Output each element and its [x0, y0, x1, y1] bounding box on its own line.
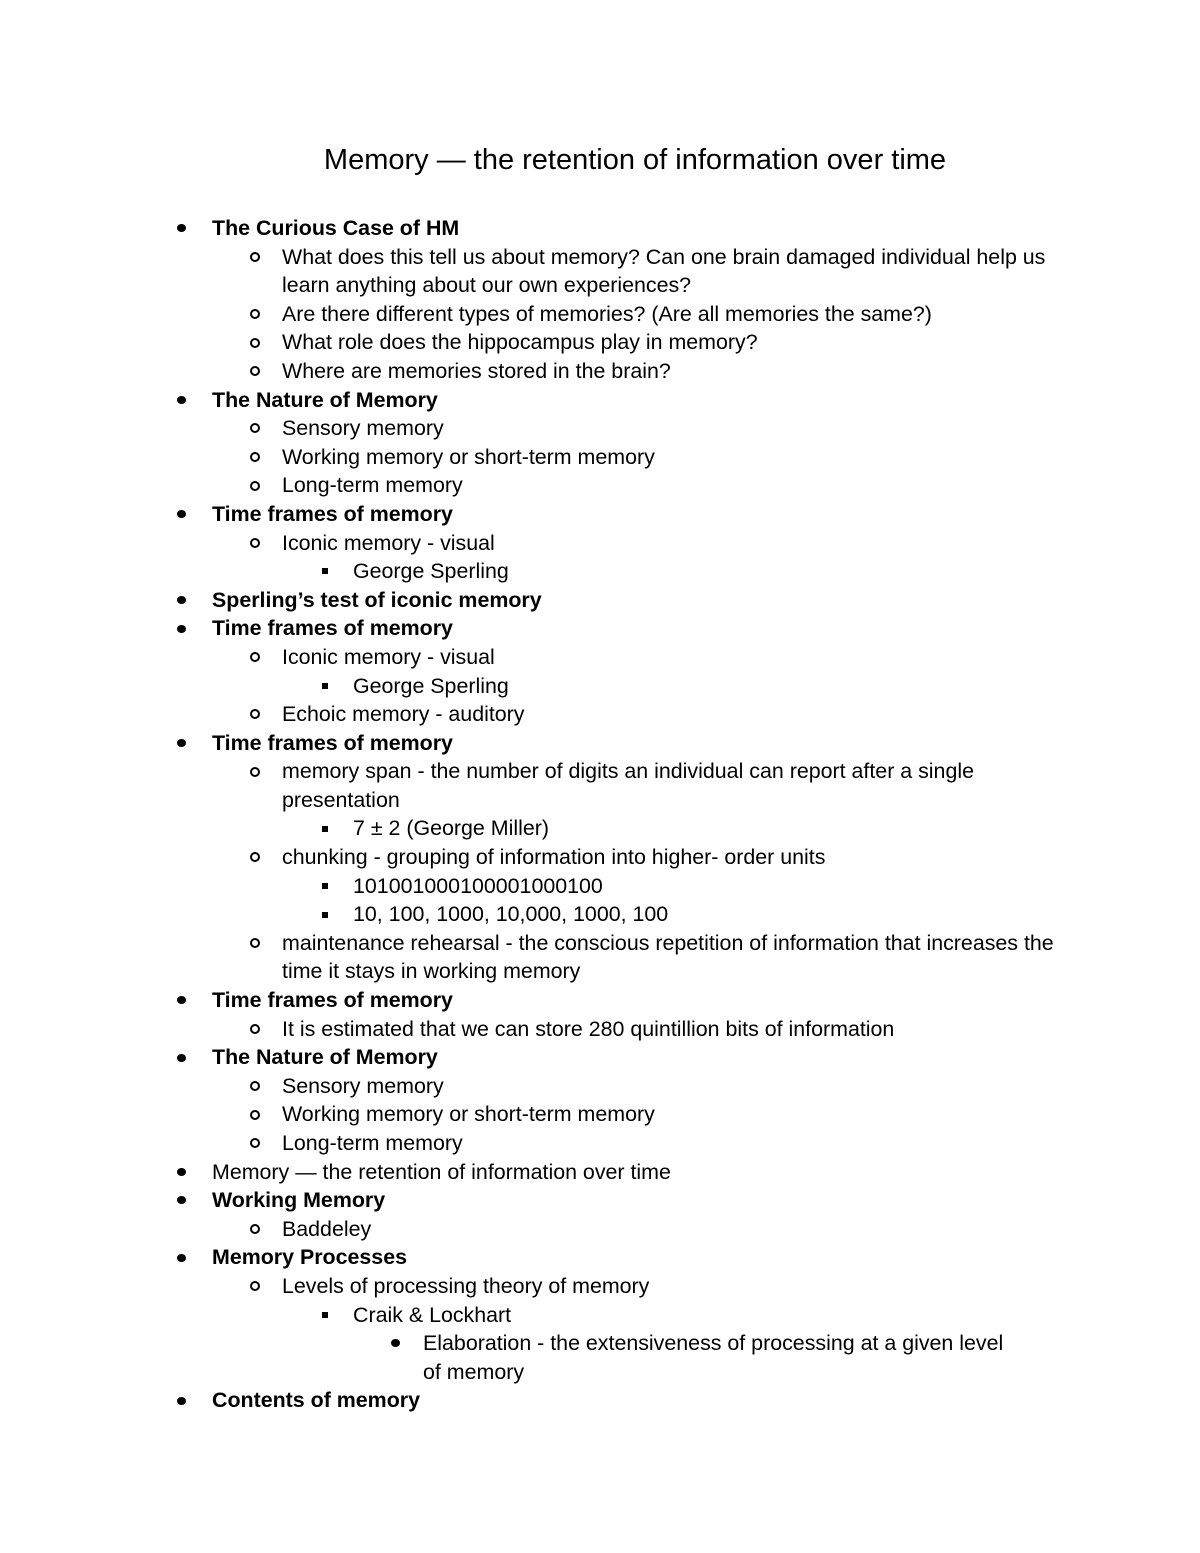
outline-item-text: Contents of memory: [212, 1388, 420, 1413]
bullet-circle-icon: [244, 357, 266, 386]
outline-item-level-2: [0, 1129, 1062, 1158]
outline-item-text: What does this tell us about memory? Can one brain damaged individual help us learn anything about our own experiences?: [282, 244, 1046, 298]
outline-item-level-2: [0, 243, 1062, 300]
bullet-circle-icon: [244, 929, 266, 958]
outline-item-text: The Nature of Memory: [212, 1045, 438, 1070]
outline-item-text: chunking - grouping of information into higher- order units: [282, 845, 826, 870]
outline-item-text: Echoic memory - auditory: [282, 702, 525, 727]
bullet-circle-icon: [244, 643, 266, 672]
bullet-dot-icon: [172, 1386, 190, 1415]
bullet-dot-icon: [172, 986, 190, 1015]
bullet-circle-icon: [244, 1100, 266, 1129]
outline-item-level-1: [0, 1043, 1062, 1072]
outline-item-level-2: [0, 843, 1062, 872]
outline-item-text: Iconic memory - visual: [282, 530, 495, 555]
bullet-square-icon: [314, 672, 336, 701]
outline-item-level-2: [0, 929, 1062, 986]
outline-item-text: Memory — the retention of information over time: [212, 1159, 671, 1184]
outline-item-level-1: [0, 1243, 1062, 1272]
page-title: Memory — the retention of information over time: [323, 144, 947, 176]
outline-item-text: Long-term memory: [282, 1131, 463, 1155]
outline-item-level-2: [0, 1015, 1062, 1044]
outline-item-level-1: [0, 586, 1062, 615]
outline-item-text: Iconic memory - visual: [282, 644, 495, 669]
outline-item-level-2: [0, 443, 1062, 472]
outline-item-text: It is estimated that we can store 280 quintillion bits of information: [282, 1016, 895, 1041]
bullet-dot-icon: [172, 1186, 190, 1215]
bullet-square-icon: [314, 872, 336, 901]
outline-list: [0, 214, 1200, 1415]
outline-item-text: 10100100010000100010​0: [353, 873, 603, 898]
outline-item-level-1: [0, 729, 1062, 758]
bullet-circle-icon: [244, 843, 266, 872]
outline-item-text: Are there different types of memories? (Are all memories the same?): [282, 301, 932, 326]
bullet-square-icon: [314, 900, 336, 929]
outline-item-text: Elaboration - the extensiveness of processing at a given level of memory: [423, 1331, 1004, 1384]
bullet-dot-icon: [172, 729, 190, 758]
bullet-circle-icon: [244, 1215, 266, 1244]
outline-item-text: The Curious Case of HM: [212, 216, 460, 240]
outline-item-level-2: [0, 471, 1062, 500]
outline-item-level-2: [0, 1072, 1062, 1101]
outline-item-text: Working memory or short-term memory: [282, 444, 655, 469]
outline-item-text: George Sperling: [353, 559, 509, 584]
outline-item-level-1: [0, 614, 1062, 643]
bullet-circle-icon: [244, 300, 266, 329]
outline-item-level-1: [0, 386, 1062, 415]
outline-item-level-2: [0, 357, 1062, 386]
outline-item-text: George Sperling: [353, 673, 509, 698]
bullet-circle-icon: [244, 1072, 266, 1101]
outline-item-text: The Nature of Memory: [212, 387, 438, 412]
outline-item-text: Time frames of memory: [212, 616, 453, 641]
outline-item-level-2: [0, 1215, 1062, 1244]
outline-item-level-2: [0, 700, 1062, 729]
bullet-circle-icon: [244, 1129, 266, 1158]
bullet-dot-icon: [172, 586, 190, 615]
outline-item-text: Working Memory: [212, 1188, 386, 1213]
bullet-square-icon: [314, 1301, 336, 1330]
outline-item-level-3: [0, 900, 1053, 929]
bullet-dot-icon: [172, 214, 190, 243]
outline-item-level-2: [0, 643, 1062, 672]
outline-item-text: Time frames of memory: [212, 501, 453, 526]
outline-item-text: 7 ± 2 (George Miller): [353, 816, 549, 841]
outline-item-text: maintenance rehearsal - the conscious repetition of information that increases the time it stays in working memory: [282, 930, 1054, 984]
outline-item-text: Sperling’s test of iconic memory: [212, 587, 542, 612]
outline-item-text: Time frames of memory: [212, 988, 453, 1013]
bullet-dot-icon: [384, 1329, 406, 1358]
outline-item-text: Working memory or short-term memory: [282, 1102, 655, 1127]
bullet-circle-icon: [244, 414, 266, 443]
bullet-dot-icon: [172, 500, 190, 529]
bullet-circle-icon: [244, 529, 266, 558]
bullet-circle-icon: [244, 328, 266, 357]
outline-item-level-1: [0, 986, 1062, 1015]
outline-item-text: memory span - the number of digits an individual can report after a single presentation: [282, 759, 974, 812]
outline-item-level-3: [0, 672, 1053, 701]
outline-item-level-1: [0, 500, 1062, 529]
outline-item-text: 10, 100, 1000, 10,000, 1000, 100: [353, 902, 669, 927]
outline-item-level-2: [0, 328, 1062, 357]
outline-item-level-1: [0, 214, 1062, 243]
outline-item-level-2: [0, 529, 1062, 558]
bullet-circle-icon: [244, 700, 266, 729]
outline-item-text: What role does the hippocampus play in memory?: [282, 330, 758, 355]
bullet-circle-icon: [244, 1272, 266, 1301]
outline-item-text: Craik & Lockhart: [353, 1302, 512, 1327]
bullet-dot-icon: [172, 1243, 190, 1272]
outline-item-text: Time frames of memory: [212, 730, 453, 755]
outline-item-level-1: [0, 1386, 1062, 1415]
bullet-circle-icon: [244, 243, 266, 272]
outline-item-text: Where are memories stored in the brain?: [282, 358, 671, 383]
outline-item-text: Memory Processes: [212, 1245, 408, 1270]
outline-item-level-3: [0, 557, 1053, 586]
bullet-dot-icon: [172, 614, 190, 643]
outline-item-level-3: [0, 872, 1053, 901]
bullet-circle-icon: [244, 443, 266, 472]
outline-item-level-2: [0, 757, 1062, 814]
outline-item-level-2: [0, 300, 1062, 329]
outline-item-text: Levels of processing theory of memory: [282, 1273, 650, 1298]
bullet-circle-icon: [244, 757, 266, 786]
bullet-dot-icon: [172, 1158, 190, 1187]
bullet-circle-icon: [244, 1015, 266, 1044]
bullet-dot-icon: [172, 386, 190, 415]
outline-item-level-4: [0, 1329, 1023, 1386]
outline-item-level-1: [0, 1158, 1062, 1187]
bullet-dot-icon: [172, 1043, 190, 1072]
bullet-square-icon: [314, 557, 336, 586]
outline-item-level-2: [0, 414, 1062, 443]
outline-item-text: Baddeley: [282, 1216, 372, 1241]
outline-item-level-2: [0, 1100, 1062, 1129]
outline-item-level-1: [0, 1186, 1062, 1215]
outline-item-level-3: [0, 1301, 1053, 1330]
bullet-circle-icon: [244, 471, 266, 500]
outline-item-text: Sensory memory: [282, 416, 444, 441]
outline-item-text: Long-term memory: [282, 473, 463, 498]
outline-item-level-2: [0, 1272, 1062, 1301]
bullet-square-icon: [314, 814, 336, 843]
outline-item-level-3: [0, 814, 1053, 843]
outline-item-text: Sensory memory: [282, 1073, 444, 1098]
